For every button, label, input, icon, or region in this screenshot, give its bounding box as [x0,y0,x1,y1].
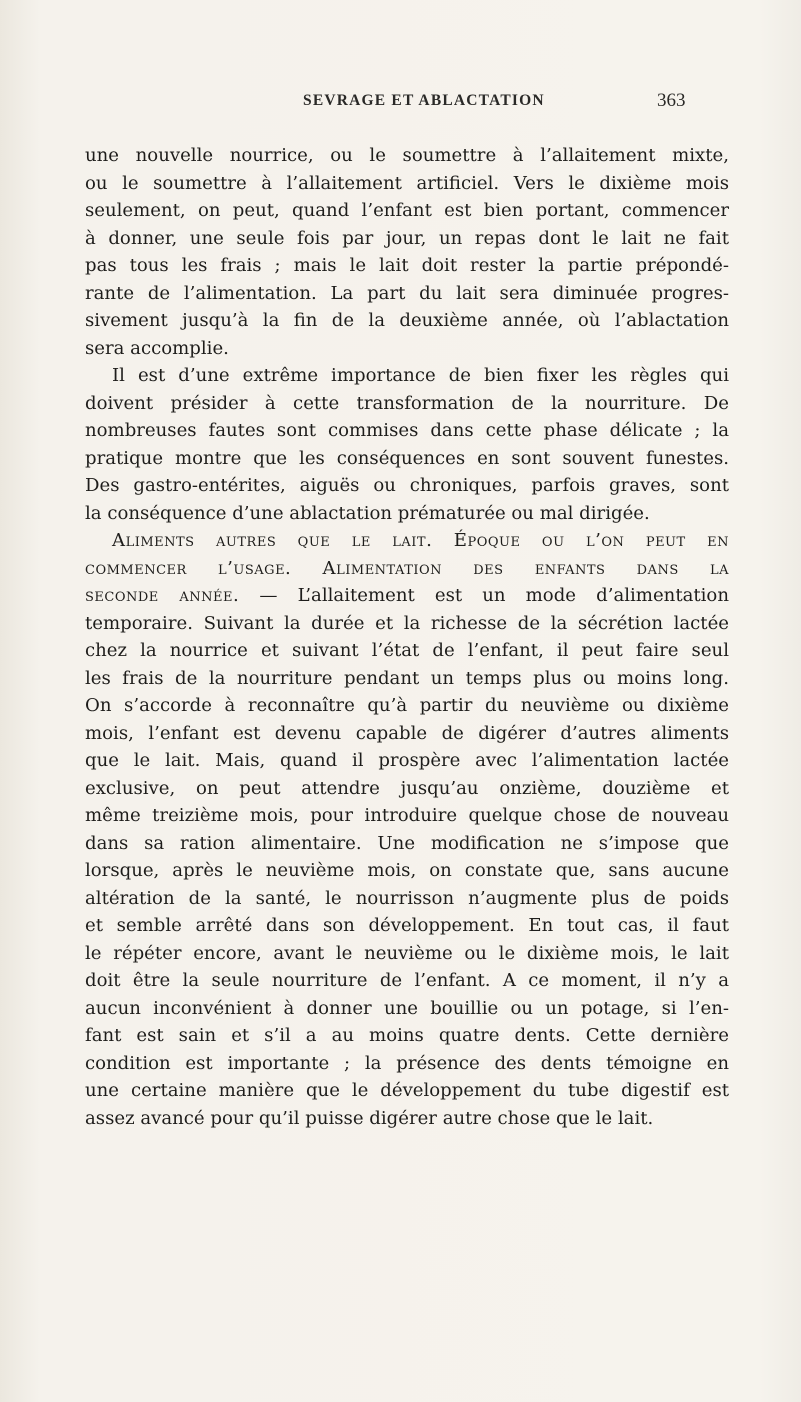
text-line: chez la nourrice et suivant l’état de l’enfant, il peut faire seul [85,640,729,661]
text-line: Des gastro-entérites, aiguës ou chroniques, parfois graves, sont [85,475,729,496]
text-line: seulement, on peut, quand l’enfant est bien portant, commencer [85,200,729,221]
text-line: le répéter encore, avant le neuvième ou le dixième mois, le lait [85,942,729,964]
text-line: sivement jusqu’à la fin de la deuxième année, où l’ablactation [85,310,729,331]
text-line: nombreuses fautes sont commises dans cette phase délicate ; la [85,420,729,441]
body-text [85,142,729,1132]
text-line: altération de la santé, le nourrisson n’augmente plus de poids [85,887,729,909]
text-line: une nouvelle nourrice, ou le soumettre à l’allaitement mixte, [85,145,729,166]
text-line: pas tous les frais ; mais le lait doit rester la partie prépondé- [85,255,729,276]
text-line: même treizième mois, pour introduire quelque chose de nouveau [85,805,729,826]
text-line: lorsque, après le neuvième mois, on constate que, sans aucune [85,860,729,881]
text-line: Il est d’une extrême importance de bien fixer les règles qui [112,365,729,386]
text-line: On s’accorde à reconnaître qu’à partir du neuvième ou dixième [85,695,729,716]
text-line: dans sa ration alimentaire. Une modification ne s’impose que [85,832,729,854]
text-line: pratique montre que les conséquences en sont souvent funestes. [85,447,729,469]
text-line: à donner, une seule fois par jour, un repas dont le lait ne fait [85,227,729,249]
text-line: doit être la seule nourriture de l’enfant. A ce moment, il n’y a [85,970,729,991]
section-text-start: — L’allaitement est un mode d’alimentation [259,585,729,606]
text-line: une certaine manière que le développement du tube digestif est [85,1080,729,1101]
text-line: assez avancé pour qu’il puisse digérer autre chose que le lait. [85,1107,654,1129]
text-line: temporaire. Suivant la durée et la richesse de la sécrétion lactée [85,612,729,634]
text-line: mois, l’enfant est devenu capable de digérer d’autres aliments [85,722,729,744]
section-heading-line: commencer l’usage. Alimentation des enfants dans la [85,557,729,579]
text-line: la conséquence d’une ablactation prématurée ou mal dirigée. [85,502,650,524]
section-heading-end: seconde année. [85,585,240,606]
text-line: exclusive, on peut attendre jusqu’au onzième, douzième et [85,777,729,799]
text-line: rante de l’alimentation. La part du lait sera diminuée progres- [85,282,729,304]
text-line: sera accomplie. [85,337,229,359]
text-line: ou le soumettre à l’allaitement artificiel. Vers le dixième mois [85,172,729,194]
page-number: 363 [657,90,686,111]
page-header [0,92,801,116]
section-heading-line: Aliments autres que le lait. Époque ou l’on peut en [112,530,729,551]
text-line: les frais de la nourriture pendant un temps plus ou moins long. [85,667,729,689]
text-line: et semble arrêté dans son développement. En tout cas, il faut [85,915,729,936]
text-line: condition est importante ; la présence des dents témoigne en [85,1052,729,1074]
text-line: que le lait. Mais, quand il prospère avec l’alimentation lactée [85,750,729,771]
text-line [85,582,729,610]
text-line: fant est sain et s’il a au moins quatre dents. Cette dernière [85,1025,729,1046]
text-line: aucun inconvénient à donner une bouillie ou un potage, si l’en- [85,997,729,1019]
text-line: doivent présider à cette transformation de la nourriture. De [85,392,729,414]
running-title: SEVRAGE ET ABLACTATION [303,92,545,109]
